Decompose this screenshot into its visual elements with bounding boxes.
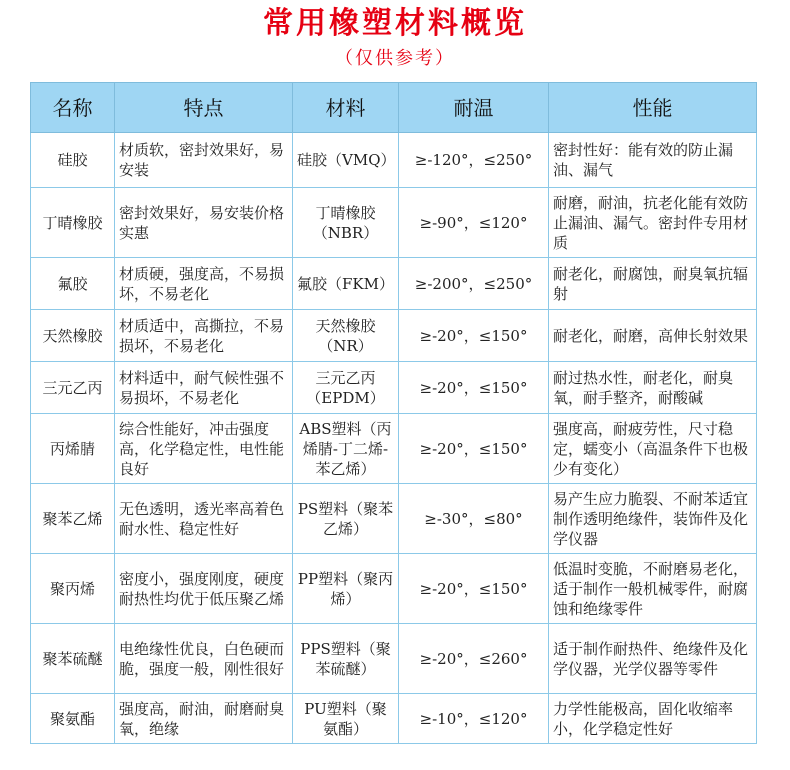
cell-temp: ≥-120°，≤250° [399,133,549,188]
cell-feature: 密度小，强度刚度，硬度耐热性均优于低压聚乙烯 [115,554,293,624]
cell-material: 三元乙丙（EPDM） [293,362,399,414]
page-title: 常用橡塑材料概览 [263,6,527,41]
cell-material: 天然橡胶（NR） [293,310,399,362]
cell-feature: 无色透明，透光率高着色耐水性、稳定性好 [115,484,293,554]
cell-name: 聚苯乙烯 [31,484,115,554]
cell-name: 丙烯腈 [31,414,115,484]
page-subtitle: （仅供参考） [335,48,455,69]
materials-table [30,82,757,744]
cell-name: 三元乙丙 [31,362,115,414]
cell-performance: 适于制作耐热件、绝缘件及化学仪器，光学仪器等零件 [549,624,757,694]
cell-feature: 材质硬，强度高，不易损坏，不易老化 [115,258,293,310]
cell-performance: 耐磨，耐油，抗老化能有效防止漏油、漏气。密封件专用材质 [549,188,757,258]
cell-feature: 强度高，耐油，耐磨耐臭氧，绝缘 [115,694,293,744]
cell-temp: ≥-20°，≤260° [399,624,549,694]
cell-temp: ≥-20°，≤150° [399,310,549,362]
header-performance: 性能 [549,83,757,133]
cell-temp: ≥-200°，≤250° [399,258,549,310]
cell-temp: ≥-20°，≤150° [399,362,549,414]
table-row [31,310,757,362]
header-feature: 特点 [115,83,293,133]
cell-name: 天然橡胶 [31,310,115,362]
cell-name: 聚丙烯 [31,554,115,624]
table-header-row [31,83,757,133]
header-temp: 耐温 [399,83,549,133]
cell-feature: 材质适中，高撕拉，不易损坏，不易老化 [115,310,293,362]
cell-material: ABS塑料（丙烯腈-丁二烯-苯乙烯） [293,414,399,484]
cell-material: 氟胶（FKM） [293,258,399,310]
cell-feature: 材质软，密封效果好，易安装 [115,133,293,188]
cell-performance: 易产生应力脆裂、不耐苯适宜制作透明绝缘件，装饰件及化学仪器 [549,484,757,554]
cell-material: PS塑料（聚苯乙烯） [293,484,399,554]
table-row [31,484,757,554]
table-row [31,624,757,694]
header-name: 名称 [31,83,115,133]
table-row [31,694,757,744]
table-row [31,258,757,310]
cell-performance: 密封性好：能有效的防止漏油、漏气 [549,133,757,188]
table-row [31,133,757,188]
table-row [31,188,757,258]
table-row [31,362,757,414]
cell-feature: 电绝缘性优良，白色硬而脆，强度一般，刚性很好 [115,624,293,694]
cell-temp: ≥-20°，≤150° [399,414,549,484]
cell-name: 硅胶 [31,133,115,188]
cell-performance: 力学性能极高，固化收缩率小，化学稳定性好 [549,694,757,744]
materials-table-wrapper [30,82,756,744]
cell-material: PU塑料（聚氨酯） [293,694,399,744]
cell-material: 硅胶（VMQ） [293,133,399,188]
cell-performance: 强度高，耐疲劳性，尺寸稳定，蠕变小（高温条件下也极少有变化） [549,414,757,484]
cell-feature: 材料适中，耐气候性强不易损坏，不易老化 [115,362,293,414]
cell-temp: ≥-90°，≤120° [399,188,549,258]
header-material: 材料 [293,83,399,133]
cell-performance: 耐老化，耐腐蚀，耐臭氧抗辐射 [549,258,757,310]
cell-temp: ≥-10°，≤120° [399,694,549,744]
cell-feature: 密封效果好，易安装价格实惠 [115,188,293,258]
cell-temp: ≥-30°，≤80° [399,484,549,554]
cell-name: 聚苯硫醚 [31,624,115,694]
cell-name: 氟胶 [31,258,115,310]
cell-name: 丁晴橡胶 [31,188,115,258]
table-row [31,414,757,484]
table-row [31,554,757,624]
cell-name: 聚氨酯 [31,694,115,744]
cell-performance: 耐过热水性，耐老化，耐臭氧，耐手整齐，耐酸碱 [549,362,757,414]
cell-performance: 低温时变脆，不耐磨易老化，适于制作一般机械零件，耐腐蚀和绝缘零件 [549,554,757,624]
cell-performance: 耐老化，耐磨，高伸长射效果 [549,310,757,362]
cell-material: PP塑料（聚丙烯） [293,554,399,624]
cell-material: PPS塑料（聚苯硫醚） [293,624,399,694]
cell-feature: 综合性能好，冲击强度高，化学稳定性，电性能良好 [115,414,293,484]
cell-temp: ≥-20°，≤150° [399,554,549,624]
cell-material: 丁晴橡胶（NBR） [293,188,399,258]
